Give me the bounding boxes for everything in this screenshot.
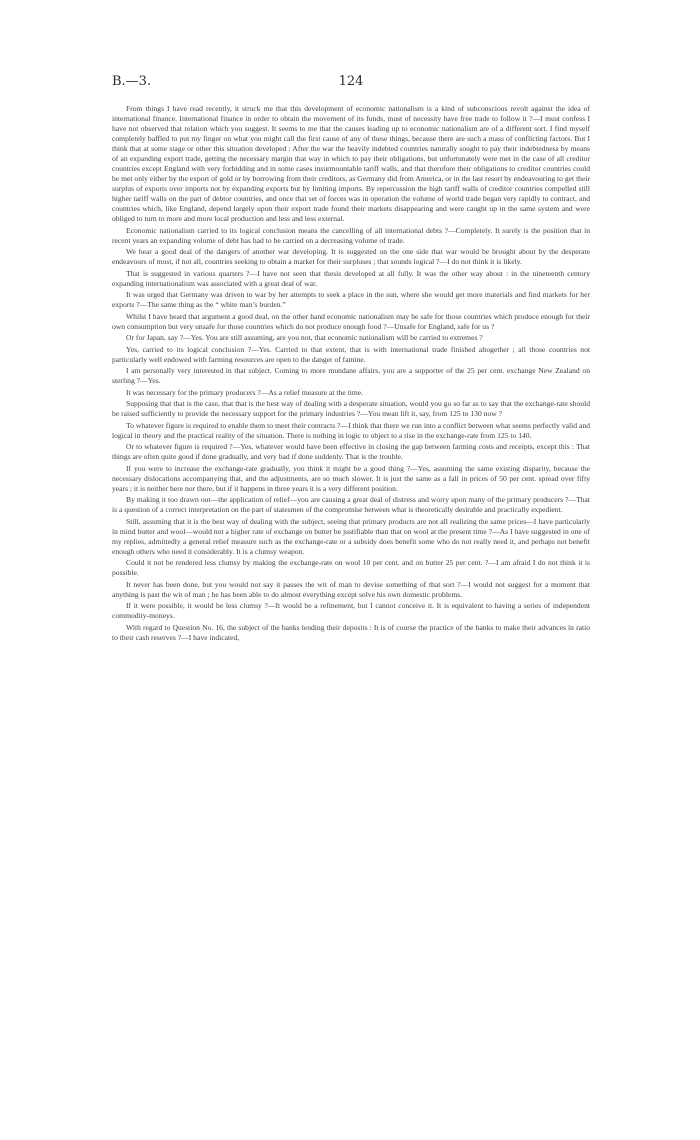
paragraph: With regard to Question No. 16, the subject of the banks lending their deposits : It is of course the practice of the banks to make their advances in ratio to their cash reserves ?—I have indicated, <box>112 622 590 642</box>
paragraph: Still, assuming that it is the best way of dealing with the subject, seeing that primary products are not all realizing the same prices—I have particularly in mind butter and wool—would not a higher rate of exchange on butter be justifiable than that on wool at the present time ?—As I have suggested in one of my replies, admittedly a general relief measure such as the exchange-rate or a subsidy does benefit some who do not really need it, and perhaps not benefit enough others who need it considerably. It is a clumsy weapon. <box>112 516 590 556</box>
paragraph: It was urged that Germany was driven to war by her attempts to seek a place in the sun, where she would get more materials and find markets for her exports ?—The same thing as the “ white man’s burden.” <box>112 290 590 309</box>
paragraph: From things I have read recently, it struck me that this development of economic nationalism is a kind of subconscious revolt against the idea of international finance. International finance in order to obtain the movement of its funds, must of necessity have free trade to follow it ?—I must confess I have not observed that relation which you suggest. It seems to me that the causes leading up to economic nationalism are of a different sort. I find myself completely baffled to put my finger on what you might call the first cause of any of these things, because there are such a mass of conflicting factors. But I think that at some stage or other this situation developed : After the war the heavily indebted countries naturally sought to pay their indebtedness by means of an expanding export trade, getting the necessary margin that way in which to pay their obligations, but unfortunately were met in the case of all creditor countries except England with very forbidding and in some cases insurmountable tariff walls, and that therefore their obligations to creditor countries could be met only either by the export of gold or by borrowing from their creditors, as Germany did from America, or in the last resort by endeavouring to get their surplus of exports over imports not by expanding exports but by limiting imports. By repercussion the high tariff walls of creditor countries compelled still higher tariff walls on the part of debtor countries, and once that set of forces was in operation the volume of world trade began very rapidly to contract, and countries which, like England, depend largely upon their export trade found their markets disappearing and were caught up in the same system and were obliged to turn to more and more local production and less and less external. <box>112 104 590 223</box>
paragraph: Economic nationalism carried to its logical conclusion means the cancelling of all international debts ?—Completely. It surely is the position that in recent years an expanding volume of debt has had to be carried on a decreasing volume of trade. <box>112 225 590 245</box>
paragraph: It never has been done, but you would not say it passes the wit of man to devise something of that sort ?—I would not suggest for a moment that anything is past the wit of man ; he has been able to do almost everything except solve his own domestic problems. <box>112 579 590 599</box>
document-reference: B.—3. <box>112 74 152 89</box>
paragraph: If it were possible, it would be less clumsy ?—It would be a refinement, but I cannot conceive it. It is equivalent to having a series of independent commodity-moneys. <box>112 601 590 620</box>
page-number: 124 <box>338 74 364 89</box>
body-text <box>112 104 590 644</box>
paragraph: If you were to increase the exchange-rate gradually, you think it might be a good thing ?—Yes, assuming the same existing disparity, because the necessary dislocations accompanying that, and the adjustments, are so much slower. It is just the same as a fall in prices of 50 per cent. spread over fifty years ; it is neither here nor there, but if it happens in three years it is a very different position. <box>112 463 590 493</box>
paragraph: Or for Japan, say ?—Yes. You are still assuming, are you not, that economic nationalism will be carried to extremes ? <box>126 333 483 342</box>
paragraph: We hear a good deal of the dangers of another war developing. It is suggested on the one side that war would be brought about by the desperate endeavours of most, if not all, countries seeking to obtain a market for their surpluses ; that sounds logical ?—I do not think it is likely. <box>112 247 590 266</box>
paragraph: It was necessary for the primary producers ?—As a relief measure at the time. <box>126 387 363 397</box>
paragraph: I am personally very interested in that subject. Coming to more mundane affairs, you are a supporter of the 25 per cent. exchange New Zealand on sterling ?—Yes. <box>112 366 590 385</box>
paragraph: Or to whatever figure is required ?—Yes, whatever would have been effective in closing the gap between farming costs and receipts, except this : That things are often quite good if done gradually, and very bad if done suddenly. That is the trouble. <box>112 442 590 461</box>
paragraph: By making it too drawn out—the application of relief—you are causing a great deal of distress and worry upon many of the primary producers ?—That is a question of a correct interpretation on the part of statesmen of the compromise between what is theoretically desirable and practically expedient. <box>112 495 590 514</box>
paragraph: To whatever figure is required to enable them to meet their contracts ?—I think that there we run into a conflict between what seems perfectly valid and logical in theory and the practical reality of the situation. There is nothing in logic to object to a rise in the exchange-rate from 125 to 140. <box>112 420 590 440</box>
paragraph: Could it not be rendered less clumsy by making the exchange-rate on wool 10 per cent. and on butter 25 per cent. ?—I am afraid I do not think it is possible. <box>112 558 590 577</box>
page-header <box>112 74 590 94</box>
paragraph: Whilst I have heard that argument a good deal, on the other hand economic nationalism may be safe for those countries which produce enough for their own consumption but very unsafe for those countries which do not produce enough food ?—Unsafe for England, safe for us ? <box>112 311 590 331</box>
paragraph: Yes, carried to its logical conclusion ?—Yes. Carried to that extent, that is with international trade finished altogether ; all those countries not particularly well endowed with farming resources are open to the danger of famine. <box>112 344 590 364</box>
paragraph: That is suggested in various quarters ?—I have not seen that thesis developed at all fully. It was the other way about : in the nineteenth century expanding internationalism was associated with a great deal of war. <box>112 268 590 288</box>
paragraph: Supposing that that is the case, that that is the best way of dealing with a desperate situation, would you go so far as to say that the exchange-rate should be raised sufficiently to provide the necessary support for the primary industries ?—You mean lift it, say, from 125 to 130 now ? <box>112 399 590 418</box>
